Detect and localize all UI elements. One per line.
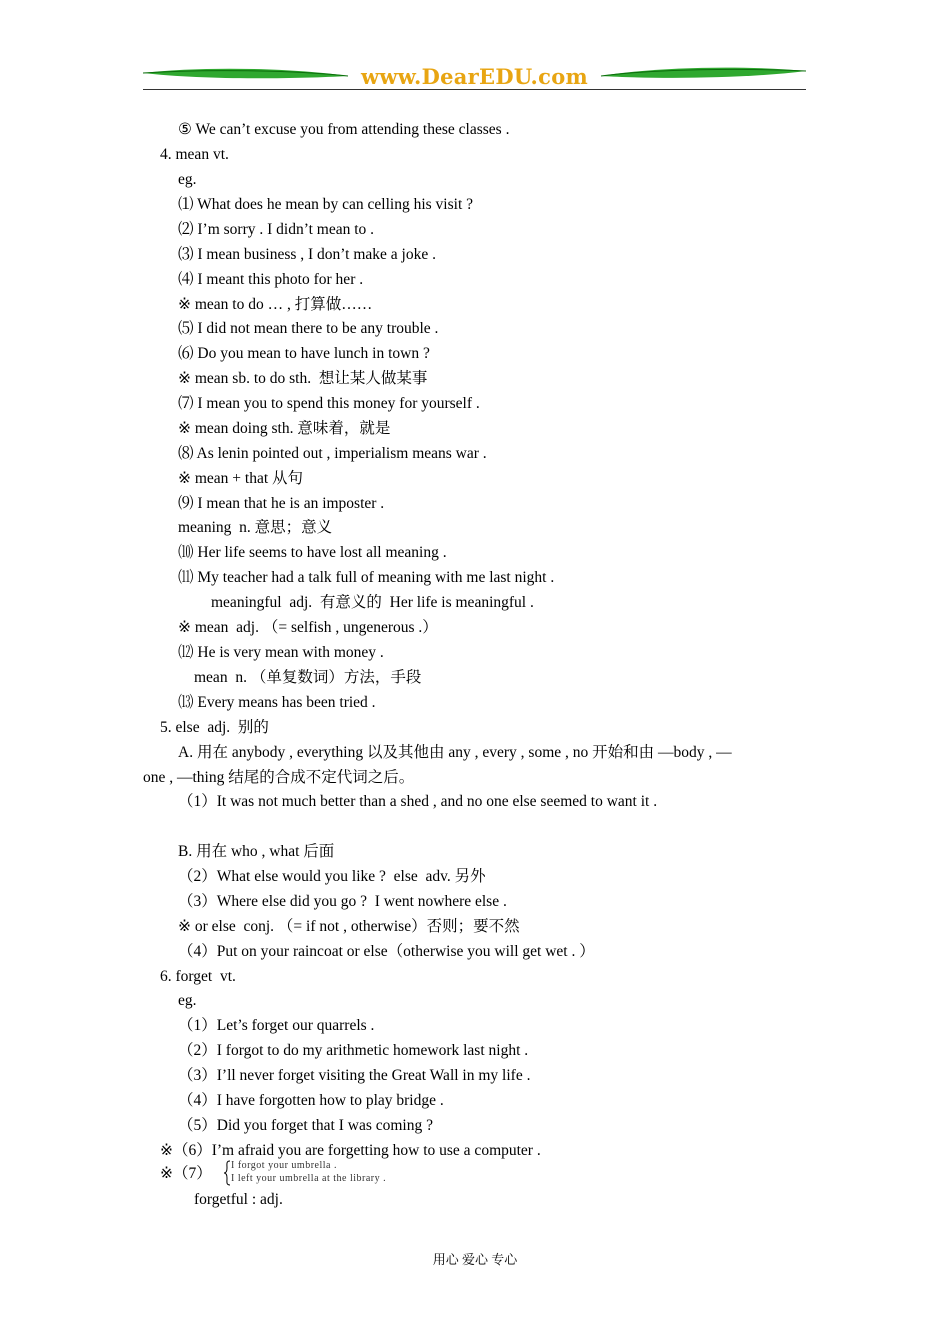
text-line: ⑤ We can’t excuse you from attending these classes . xyxy=(178,121,510,138)
text-line: one , —thing 结尾的合成不定代词之后。 xyxy=(143,769,415,786)
text-line: ※ mean + that 从句 xyxy=(178,470,304,487)
text-line: ※ mean doing sth. 意味着，就是 xyxy=(178,420,391,437)
text-line: A. 用在 anybody , everything 以及其他由 any , every , some , no 开始和由 —body , — xyxy=(178,744,732,761)
text-line: （1）Let’s forget our quarrels . xyxy=(178,1017,375,1034)
text-line: forgetful : adj. xyxy=(194,1191,283,1208)
text-line: ⑻ As lenin pointed out , imperialism means war . xyxy=(178,445,487,462)
text-line: （2）I forgot to do my arithmetic homework last night . xyxy=(178,1042,529,1059)
text-line: ※ mean to do … , 打算做…… xyxy=(178,296,373,313)
text-line: 6. forget vt. xyxy=(160,968,236,985)
page-footer: 用心 爱心 专心 xyxy=(432,1252,518,1267)
text-line: eg. xyxy=(178,992,197,1009)
text-line: ⒀ Every means has been tried . xyxy=(178,694,376,711)
text-line: meaningful adj. 有意义的 Her life is meaningful . xyxy=(211,594,534,611)
text-line: ※ or else conj. （= if not , otherwise）否则；要不然 xyxy=(178,918,520,935)
text-line: 4. mean vt. xyxy=(160,146,229,163)
text-line: （3）I’ll never forget visiting the Great Wall in my life . xyxy=(178,1067,531,1084)
brace-line-1: I forgot your umbrella . xyxy=(231,1160,337,1171)
text-line: （2）What else would you like ? else adv. 另外 xyxy=(178,868,486,885)
text-line: ※ mean sb. to do sth. 想让某人做某事 xyxy=(178,370,428,387)
text-line: ⑸ I did not mean there to be any trouble . xyxy=(178,320,439,337)
text-line: （4）I have forgotten how to play bridge . xyxy=(178,1092,444,1109)
text-line: ⑶ I mean business , I don’t make a joke . xyxy=(178,246,436,263)
text-line: B. 用在 who , what 后面 xyxy=(178,843,335,860)
brace-line-2: I left your umbrella at the library . xyxy=(231,1173,387,1184)
text-line: mean n. （单复数词）方法，手段 xyxy=(194,669,422,686)
text-line: ⑷ I meant this photo for her . xyxy=(178,271,364,288)
header-rule xyxy=(143,89,806,90)
text-line: ※ mean adj. （= selfish , ungenerous .） xyxy=(178,619,438,636)
text-line: （1）It was not much better than a shed , and no one else seemed to want it . xyxy=(178,793,658,810)
text-line: ⑴ What does he mean by can celling his visit ? xyxy=(178,196,473,213)
page-header xyxy=(143,60,806,92)
text-line: ⑽ Her life seems to have lost all meaning . xyxy=(178,544,447,561)
text-line: ⑹ Do you mean to have lunch in town ? xyxy=(178,345,430,362)
text-line: （5）Did you forget that I was coming ? xyxy=(178,1117,433,1134)
text-line: ⑵ I’m sorry . I didn’t mean to . xyxy=(178,221,375,238)
text-line: meaning n. 意思；意义 xyxy=(178,519,333,536)
text-line: ⑼ I mean that he is an imposter . xyxy=(178,495,385,512)
text-line: ⑺ I mean you to spend this money for yourself . xyxy=(178,395,480,412)
text-line: ※（6）I’m afraid you are forgetting how to use a computer . xyxy=(160,1142,541,1159)
text-line: eg. xyxy=(178,171,197,188)
text-line: ⑾ My teacher had a talk full of meaning with me last night . xyxy=(178,569,555,586)
text-line: （3）Where else did you go ? I went nowhere else . xyxy=(178,893,507,910)
site-logo-text: www.DearEDU.com xyxy=(360,64,589,89)
text-line: （4）Put on your raincoat or else（otherwise you will get wet . ） xyxy=(178,943,595,960)
text-line: ※（7） xyxy=(160,1165,212,1182)
text-line: ⑿ He is very mean with money . xyxy=(178,644,384,661)
text-line: 5. else adj. 别的 xyxy=(160,719,269,736)
